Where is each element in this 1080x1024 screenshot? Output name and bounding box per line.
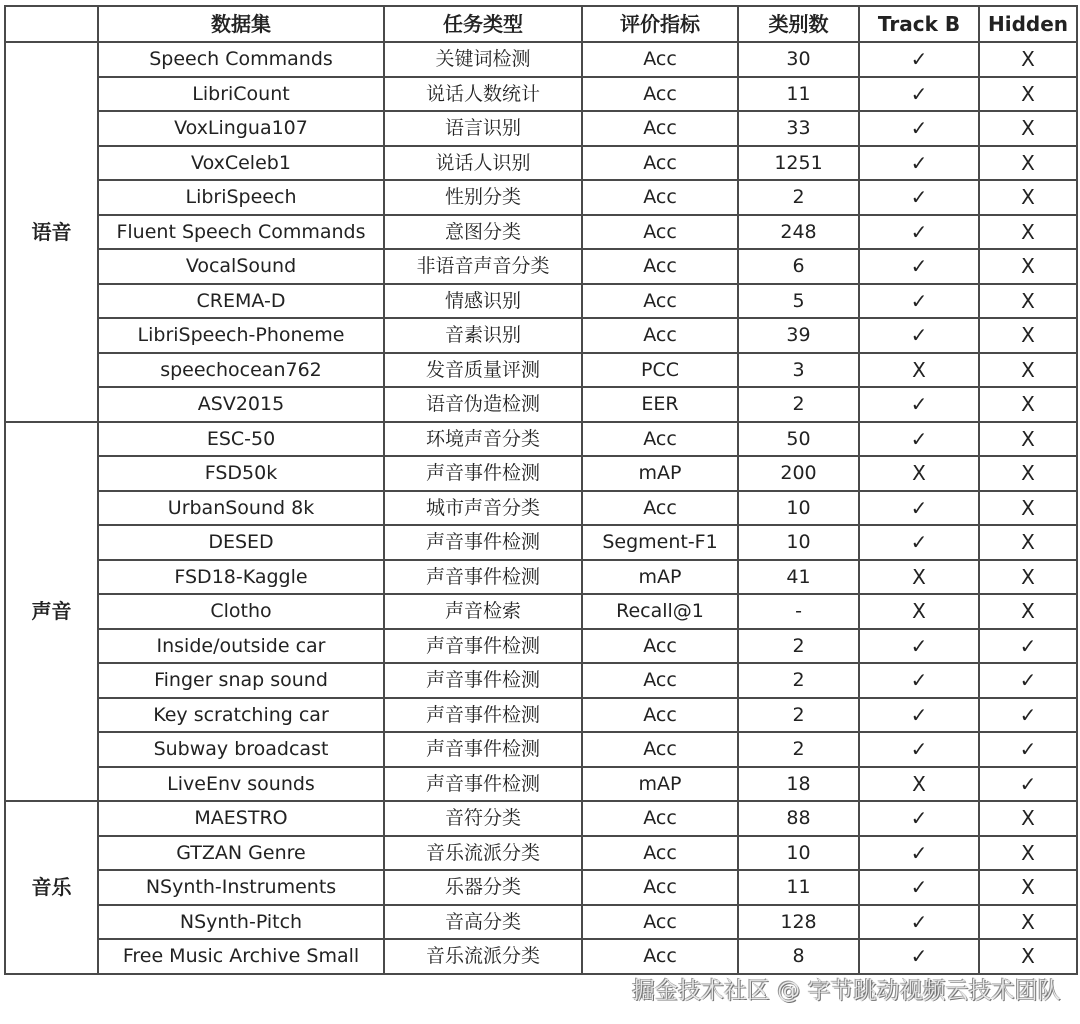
- table-row: [5, 939, 1077, 974]
- table-row: [5, 732, 1077, 767]
- dataset-cell: ASV2015: [98, 387, 384, 422]
- table-row: [5, 801, 1077, 836]
- track-b-cell: X: [859, 767, 979, 802]
- group-label: 语音: [5, 42, 98, 422]
- track-b-cell: ✓: [859, 318, 979, 353]
- hidden-cell: X: [979, 836, 1077, 871]
- hidden-cell: X: [979, 594, 1077, 629]
- dataset-cell: UrbanSound 8k: [98, 491, 384, 526]
- num-classes-cell: 3: [738, 353, 859, 388]
- metric-cell: Acc: [582, 663, 738, 698]
- metric-cell: Acc: [582, 491, 738, 526]
- table-row: [5, 905, 1077, 940]
- hidden-cell: ✓: [979, 698, 1077, 733]
- metric-cell: Acc: [582, 77, 738, 112]
- dataset-cell: LibriCount: [98, 77, 384, 112]
- metric-cell: Acc: [582, 698, 738, 733]
- num-classes-cell: 2: [738, 629, 859, 664]
- track-b-cell: X: [859, 353, 979, 388]
- hidden-cell: X: [979, 422, 1077, 457]
- metric-cell: Acc: [582, 249, 738, 284]
- task-type-cell: 声音事件检测: [384, 629, 582, 664]
- hidden-cell: X: [979, 560, 1077, 595]
- track-b-cell: ✓: [859, 801, 979, 836]
- num-classes-cell: 2: [738, 387, 859, 422]
- dataset-table: [4, 5, 1078, 975]
- task-type-cell: 声音事件检测: [384, 767, 582, 802]
- header-task-type: 任务类型: [384, 6, 582, 42]
- watermark: 掘金技术社区 @ 字节跳动视频云技术团队: [632, 978, 1061, 1004]
- num-classes-cell: 2: [738, 663, 859, 698]
- task-type-cell: 语音伪造检测: [384, 387, 582, 422]
- table-row: [5, 836, 1077, 871]
- track-b-cell: ✓: [859, 42, 979, 77]
- num-classes-cell: 33: [738, 111, 859, 146]
- num-classes-cell: 6: [738, 249, 859, 284]
- metric-cell: Acc: [582, 836, 738, 871]
- dataset-cell: LibriSpeech: [98, 180, 384, 215]
- hidden-cell: X: [979, 77, 1077, 112]
- track-b-cell: ✓: [859, 111, 979, 146]
- num-classes-cell: 88: [738, 801, 859, 836]
- num-classes-cell: 5: [738, 284, 859, 319]
- metric-cell: mAP: [582, 767, 738, 802]
- dataset-cell: Finger snap sound: [98, 663, 384, 698]
- task-type-cell: 情感识别: [384, 284, 582, 319]
- hidden-cell: X: [979, 801, 1077, 836]
- dataset-cell: Subway broadcast: [98, 732, 384, 767]
- task-type-cell: 说话人数统计: [384, 77, 582, 112]
- track-b-cell: ✓: [859, 215, 979, 250]
- hidden-cell: X: [979, 249, 1077, 284]
- table-row: [5, 42, 1077, 77]
- hidden-cell: X: [979, 353, 1077, 388]
- track-b-cell: X: [859, 560, 979, 595]
- dataset-cell: Inside/outside car: [98, 629, 384, 664]
- metric-cell: Acc: [582, 422, 738, 457]
- track-b-cell: ✓: [859, 698, 979, 733]
- task-type-cell: 声音检索: [384, 594, 582, 629]
- table-row: [5, 491, 1077, 526]
- dataset-cell: CREMA-D: [98, 284, 384, 319]
- num-classes-cell: 2: [738, 180, 859, 215]
- hidden-cell: X: [979, 387, 1077, 422]
- task-type-cell: 声音事件检测: [384, 560, 582, 595]
- track-b-cell: ✓: [859, 180, 979, 215]
- track-b-cell: ✓: [859, 836, 979, 871]
- task-type-cell: 关键词检测: [384, 42, 582, 77]
- hidden-cell: X: [979, 146, 1077, 181]
- num-classes-cell: 18: [738, 767, 859, 802]
- track-b-cell: ✓: [859, 146, 979, 181]
- metric-cell: Acc: [582, 939, 738, 974]
- table-row: [5, 663, 1077, 698]
- num-classes-cell: 50: [738, 422, 859, 457]
- track-b-cell: ✓: [859, 905, 979, 940]
- hidden-cell: X: [979, 456, 1077, 491]
- num-classes-cell: 200: [738, 456, 859, 491]
- metric-cell: Acc: [582, 42, 738, 77]
- group-label: 声音: [5, 422, 98, 802]
- table-row: [5, 456, 1077, 491]
- num-classes-cell: 2: [738, 698, 859, 733]
- metric-cell: mAP: [582, 560, 738, 595]
- dataset-cell: speechocean762: [98, 353, 384, 388]
- dataset-cell: NSynth-Instruments: [98, 870, 384, 905]
- track-b-cell: ✓: [859, 629, 979, 664]
- header-metric: 评价指标: [582, 6, 738, 42]
- hidden-cell: X: [979, 111, 1077, 146]
- hidden-cell: X: [979, 491, 1077, 526]
- hidden-cell: ✓: [979, 663, 1077, 698]
- table-row: [5, 698, 1077, 733]
- table-row: [5, 284, 1077, 319]
- task-type-cell: 音乐流派分类: [384, 836, 582, 871]
- num-classes-cell: 248: [738, 215, 859, 250]
- metric-cell: Acc: [582, 146, 738, 181]
- track-b-cell: ✓: [859, 939, 979, 974]
- num-classes-cell: 10: [738, 491, 859, 526]
- task-type-cell: 音素识别: [384, 318, 582, 353]
- dataset-cell: ESC-50: [98, 422, 384, 457]
- dataset-cell: Fluent Speech Commands: [98, 215, 384, 250]
- table-row: [5, 767, 1077, 802]
- task-type-cell: 音高分类: [384, 905, 582, 940]
- dataset-cell: FSD50k: [98, 456, 384, 491]
- num-classes-cell: 11: [738, 77, 859, 112]
- track-b-cell: ✓: [859, 525, 979, 560]
- metric-cell: Acc: [582, 732, 738, 767]
- hidden-cell: X: [979, 318, 1077, 353]
- track-b-cell: X: [859, 594, 979, 629]
- table-row: [5, 318, 1077, 353]
- task-type-cell: 声音事件检测: [384, 525, 582, 560]
- num-classes-cell: 2: [738, 732, 859, 767]
- track-b-cell: ✓: [859, 249, 979, 284]
- hidden-cell: ✓: [979, 767, 1077, 802]
- metric-cell: Acc: [582, 284, 738, 319]
- track-b-cell: ✓: [859, 422, 979, 457]
- track-b-cell: ✓: [859, 491, 979, 526]
- hidden-cell: X: [979, 870, 1077, 905]
- table-row: [5, 422, 1077, 457]
- dataset-cell: VoxLingua107: [98, 111, 384, 146]
- num-classes-cell: 10: [738, 836, 859, 871]
- hidden-cell: X: [979, 939, 1077, 974]
- task-type-cell: 声音事件检测: [384, 456, 582, 491]
- table-row: [5, 146, 1077, 181]
- header-row: [5, 6, 1077, 42]
- hidden-cell: ✓: [979, 732, 1077, 767]
- track-b-cell: ✓: [859, 77, 979, 112]
- table-row: [5, 77, 1077, 112]
- num-classes-cell: 39: [738, 318, 859, 353]
- task-type-cell: 环境声音分类: [384, 422, 582, 457]
- metric-cell: Acc: [582, 180, 738, 215]
- table-row: [5, 111, 1077, 146]
- num-classes-cell: -: [738, 594, 859, 629]
- metric-cell: Acc: [582, 111, 738, 146]
- hidden-cell: X: [979, 525, 1077, 560]
- dataset-cell: Key scratching car: [98, 698, 384, 733]
- task-type-cell: 音乐流派分类: [384, 939, 582, 974]
- metric-cell: Acc: [582, 629, 738, 664]
- hidden-cell: ✓: [979, 629, 1077, 664]
- dataset-cell: LibriSpeech-Phoneme: [98, 318, 384, 353]
- hidden-cell: X: [979, 180, 1077, 215]
- dataset-cell: VoxCeleb1: [98, 146, 384, 181]
- metric-cell: Acc: [582, 318, 738, 353]
- metric-cell: EER: [582, 387, 738, 422]
- task-type-cell: 意图分类: [384, 215, 582, 250]
- task-type-cell: 声音事件检测: [384, 663, 582, 698]
- task-type-cell: 发音质量评测: [384, 353, 582, 388]
- task-type-cell: 语言识别: [384, 111, 582, 146]
- dataset-cell: LiveEnv sounds: [98, 767, 384, 802]
- table-row: [5, 353, 1077, 388]
- dataset-cell: GTZAN Genre: [98, 836, 384, 871]
- metric-cell: PCC: [582, 353, 738, 388]
- table-row: [5, 560, 1077, 595]
- num-classes-cell: 41: [738, 560, 859, 595]
- track-b-cell: ✓: [859, 387, 979, 422]
- num-classes-cell: 10: [738, 525, 859, 560]
- dataset-cell: MAESTRO: [98, 801, 384, 836]
- task-type-cell: 性别分类: [384, 180, 582, 215]
- table-row: [5, 594, 1077, 629]
- metric-cell: Acc: [582, 215, 738, 250]
- dataset-cell: VocalSound: [98, 249, 384, 284]
- metric-cell: Acc: [582, 905, 738, 940]
- track-b-cell: ✓: [859, 870, 979, 905]
- dataset-cell: Free Music Archive Small: [98, 939, 384, 974]
- header-dataset: 数据集: [98, 6, 384, 42]
- hidden-cell: X: [979, 42, 1077, 77]
- header-track-b: Track B: [859, 6, 979, 42]
- track-b-cell: ✓: [859, 663, 979, 698]
- hidden-cell: X: [979, 284, 1077, 319]
- header-hidden: Hidden: [979, 6, 1077, 42]
- dataset-cell: Clotho: [98, 594, 384, 629]
- metric-cell: Segment-F1: [582, 525, 738, 560]
- num-classes-cell: 8: [738, 939, 859, 974]
- hidden-cell: X: [979, 905, 1077, 940]
- task-type-cell: 音符分类: [384, 801, 582, 836]
- metric-cell: Recall@1: [582, 594, 738, 629]
- metric-cell: Acc: [582, 801, 738, 836]
- header-group: [5, 6, 98, 42]
- hidden-cell: X: [979, 215, 1077, 250]
- group-label: 音乐: [5, 801, 98, 974]
- num-classes-cell: 30: [738, 42, 859, 77]
- num-classes-cell: 128: [738, 905, 859, 940]
- track-b-cell: ✓: [859, 284, 979, 319]
- track-b-cell: X: [859, 456, 979, 491]
- num-classes-cell: 1251: [738, 146, 859, 181]
- metric-cell: Acc: [582, 870, 738, 905]
- task-type-cell: 声音事件检测: [384, 698, 582, 733]
- dataset-cell: FSD18-Kaggle: [98, 560, 384, 595]
- table-row: [5, 180, 1077, 215]
- track-b-cell: ✓: [859, 732, 979, 767]
- table-body: [5, 42, 1077, 974]
- table-row: [5, 525, 1077, 560]
- task-type-cell: 非语音声音分类: [384, 249, 582, 284]
- header-num-classes: 类别数: [738, 6, 859, 42]
- task-type-cell: 城市声音分类: [384, 491, 582, 526]
- metric-cell: mAP: [582, 456, 738, 491]
- table-row: [5, 249, 1077, 284]
- table-row: [5, 387, 1077, 422]
- task-type-cell: 乐器分类: [384, 870, 582, 905]
- dataset-cell: NSynth-Pitch: [98, 905, 384, 940]
- table-row: [5, 215, 1077, 250]
- dataset-cell: Speech Commands: [98, 42, 384, 77]
- table-row: [5, 870, 1077, 905]
- task-type-cell: 说话人识别: [384, 146, 582, 181]
- dataset-cell: DESED: [98, 525, 384, 560]
- table-row: [5, 629, 1077, 664]
- num-classes-cell: 11: [738, 870, 859, 905]
- task-type-cell: 声音事件检测: [384, 732, 582, 767]
